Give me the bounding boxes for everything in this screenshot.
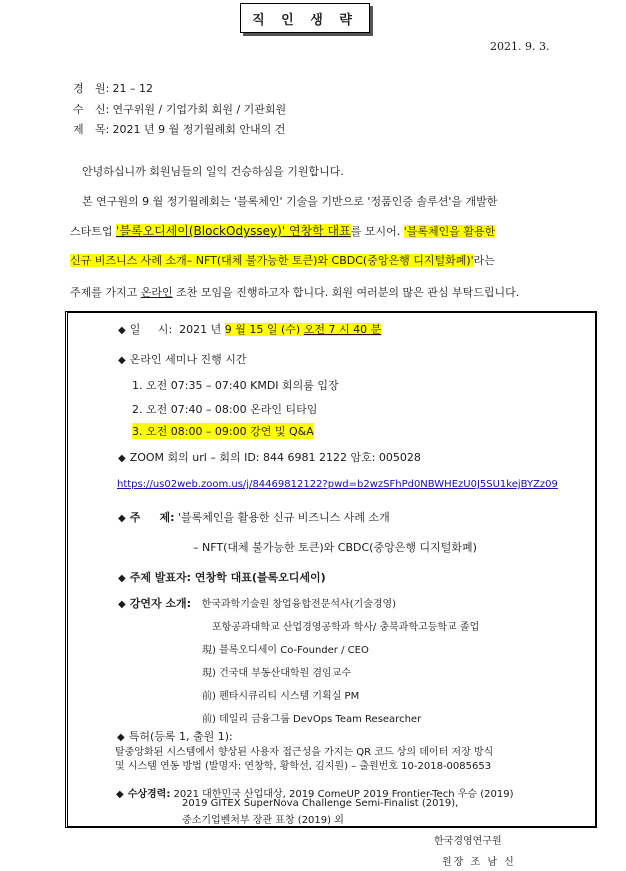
speaker-intro-line: ◆ 강연자 소개: 한국과학기술원 창업융합전문석사(기술경영): [118, 597, 397, 610]
greeting: 안녕하십니까 회원님들의 일익 건승하심을 기원합니다.: [82, 165, 344, 178]
diamond-bullet-icon: ◆: [118, 355, 126, 366]
doc-number: 21 – 12: [112, 82, 153, 95]
topic-line-2: – NFT(대체 불가능한 토큰)와 CBDC(중앙은행 디지털화폐): [193, 541, 477, 554]
diamond-bullet-icon: ◆: [118, 513, 126, 524]
patent-line-1: 탈중앙화된 시스템에서 향상된 사용자 접근성을 가지는 QR 코드 상의 데이터 저장 방식: [115, 747, 494, 758]
timeline-item: 2. 오전 07:40 – 08:00 온라인 티타임: [132, 403, 318, 416]
signer-name: 원장 조 남 신: [442, 857, 516, 868]
diamond-bullet-icon: ◆: [117, 732, 125, 743]
body-para-line-3: 신규 비즈니스 사례 소개– NFT(대체 불가능한 토큰)와 CBDC(중앙은행 디지털화폐)'라는: [70, 254, 495, 267]
topic-line: ◆ 주 제: '블록체인을 활용한 신규 비즈니스 사례 소개: [118, 511, 390, 524]
organization-name: 한국경영연구원: [434, 836, 502, 847]
timeline-item: 1. 오전 07:35 – 07:40 KMDI 회의룸 입장: [132, 379, 339, 392]
recipient-line: 수 신: 연구위원 / 기업가회 회원 / 기관회원: [73, 103, 287, 116]
schedule-date: 9 월 15 일 (수) 오전 7 시 40 분: [224, 323, 382, 336]
doc-number-line: 경 원: 21 – 12: [73, 82, 153, 95]
speaker-bio-item: 現) 건국대 부동산대학원 겸임교수: [202, 668, 352, 679]
speaker-bio-item: 前) 펜타시큐리티 시스템 기획실 PM: [202, 691, 360, 702]
highlighted-topic: 신규 비즈니스 사례 소개– NFT(대체 불가능한 토큰)와 CBDC(중앙은행 디지털화폐)': [70, 254, 474, 267]
presenter-line: ◆ 주제 발표자: 연창학 대표(블록오디세이): [118, 571, 326, 584]
recipient: 연구위원 / 기업가회 회원 / 기관회원: [112, 103, 287, 116]
subject: 2021 년 9 월 정기월례회 안내의 건: [112, 123, 286, 136]
highlighted-topic-start: '블록체인을 활용한: [403, 225, 496, 238]
seminar-heading: ◆ 온라인 세미나 진행 시간: [118, 353, 247, 366]
timeline-item-highlighted: 3. 오전 08:00 – 09:00 강연 및 Q&A: [132, 425, 314, 438]
subject-line: 제 목: 2021 년 9 월 정기월례회 안내의 건: [73, 123, 286, 136]
body-para-line-2: 스타트업 '블록오디세이(BlockOdyssey)' 연창학 대표를 모시어. '블록체인을 활용한: [70, 224, 496, 238]
document-date: 2021. 9. 3.: [490, 40, 550, 53]
patent-line-2: 및 시스템 연동 방법 (발명자: 연창학, 황학선, 김지원) – 출원번호 10-2018-0085653: [115, 761, 492, 772]
zoom-meeting-link[interactable]: https://us02web.zoom.us/j/84469812122?pwd=b2wzSFhPd0NBWHEzU0J5SU1kejBYZz09: [117, 479, 558, 490]
diamond-bullet-icon: ◆: [118, 599, 126, 610]
diamond-bullet-icon: ◆: [116, 789, 124, 800]
awards-item: 중소기업벤처부 장관 표창 (2019) 외: [182, 815, 344, 826]
speaker-bio-item: 前) 데일리 금융그룹 DevOps Team Researcher: [202, 714, 422, 725]
speaker-bio-item: 現) 블록오디세이 Co-Founder / CEO: [202, 645, 369, 656]
body-para-line-4: 주제를 가지고 온라인 조찬 모임을 진행하고자 합니다. 회원 여러분의 많은 관심 부탁드립니다.: [70, 286, 520, 299]
diamond-bullet-icon: ◆: [118, 325, 126, 336]
body-para-line-1: 본 연구원의 9 월 정기월례회는 '블록체인' 기술을 기반으로 '정품인증 솔루션'을 개발한: [82, 195, 498, 208]
diamond-bullet-icon: ◆: [118, 573, 126, 584]
zoom-info: ◆ ZOOM 회의 url – 회의 ID: 844 6981 2122 암호: 005028: [118, 451, 421, 464]
highlighted-speaker: '블록오디세이(BlockOdyssey)' 연창학 대표: [116, 224, 351, 238]
online-text: 온라인: [140, 286, 173, 299]
speaker-bio-item: 포항공과대학교 산업경영공학과 학사/ 충북과학고등학교 졸업: [212, 622, 480, 633]
diamond-bullet-icon: ◆: [118, 453, 126, 464]
schedule-line: ◆ 일 시: 2021 년 9 월 15 일 (수) 오전 7 시 40 분: [118, 323, 382, 336]
awards-item: 2019 GITEX SuperNova Challenge Semi-Finalist (2019),: [182, 798, 459, 809]
patent-heading: ◆ 특허(등록 1, 출원 1):: [117, 730, 233, 743]
document-title: 직 인 생 략: [240, 3, 370, 33]
awards-line: ◆ 수상경력: 2021 대한민국 산업대상, 2019 ComeUP 2019 Frontier-Tech 우승 (2019): [116, 789, 514, 800]
